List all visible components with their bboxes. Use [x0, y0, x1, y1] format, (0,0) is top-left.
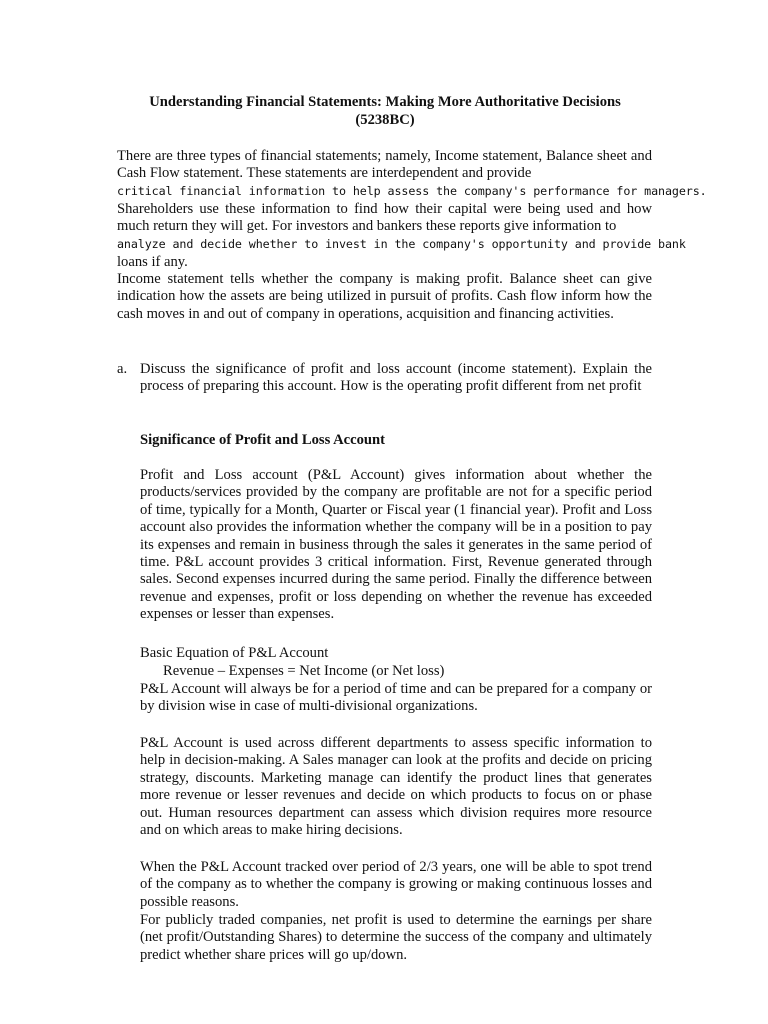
- question-text: Discuss the significance of profit and loss account (income statement). Explain the process of preparing this account. How is the operating profit different from net profit: [140, 361, 652, 395]
- document-title: [100, 94, 670, 129]
- equation-text: Revenue – Expenses = Net Income (or Net loss): [163, 663, 445, 679]
- body-paragraph-1: Profit and Loss account (P&L Account) gives information about whether the products/services provided by the company are profitable are not for a specific period of time, typically for a Month, Quarter or Fiscal year (1 financial year). Profit and Loss account also provides the information whether the company will be in a position to pay its expenses and remain in business through the sales it generates in the same period of time. P&L account provides 3 critical information. First, Revenue generated through sales. Second expenses incurred during the same period. Finally the difference between revenue and expenses, profit or loss depending on whether the revenue has exceeded expenses or lesser than expenses.: [140, 467, 652, 623]
- intro-paragraph-1c: Shareholders use these information to find how their capital were being used and how much return they will get. For investors and bankers these reports give information to: [117, 201, 652, 235]
- title-line-2: (5238BC): [355, 111, 415, 128]
- intro-paragraph-1e: loans if any.: [117, 254, 188, 270]
- intro-paragraph-2: Income statement tells whether the company is making profit. Balance sheet can give indication how the assets are being utilized in pursuit of profits. Cash flow inform how the cash moves in and out of company in operations, acquisition and financing activities.: [117, 271, 652, 322]
- section-heading: Significance of Profit and Loss Account: [140, 432, 385, 448]
- body-paragraph-3: P&L Account is used across different departments to assess specific information to help in decision-making. A Sales manager can look at the profits and decide on pricing strategy, discounts. Marketing manage can identify the product lines that generates more revenue or lesser revenues and decide on which products to focus on or phase out. Human resources department can assess which division requires more resource and on which areas to make hiring decisions.: [140, 735, 652, 839]
- question-marker: a.: [117, 361, 128, 377]
- body-paragraph-5: For publicly traded companies, net profit is used to determine the earnings per share (net profit/Outstanding Shares) to determine the success of the company and ultimately predict whether share prices will go up/down.: [140, 912, 652, 963]
- title-line-1: Understanding Financial Statements: Making More Authoritative Decisions: [149, 94, 621, 110]
- body-paragraph-4: When the P&L Account tracked over period of 2/3 years, one will be able to spot trend of the company as to whether the company is growing or making continuous losses and possible reasons.: [140, 859, 652, 910]
- intro-paragraph-1a: There are three types of financial statements; namely, Income statement, Balance sheet and Cash Flow statement. These statements are interdependent and provide: [117, 148, 652, 182]
- equation-label: Basic Equation of P&L Account: [140, 645, 329, 661]
- body-paragraph-2: P&L Account will always be for a period of time and can be prepared for a company or by division wise in case of multi-divisional organizations.: [140, 681, 652, 715]
- intro-paragraph-1d: analyze and decide whether to invest in the company's opportunity and provide bank: [117, 237, 686, 251]
- intro-paragraph-1b: critical financial information to help assess the company's performance for managers.: [117, 184, 707, 198]
